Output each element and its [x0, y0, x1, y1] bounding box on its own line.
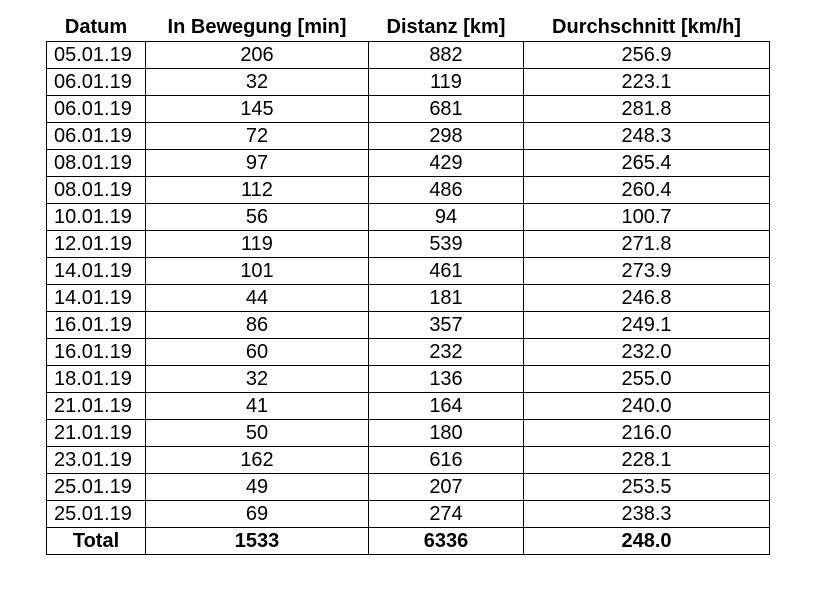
- cell-durchschnitt: 216.0: [524, 420, 770, 447]
- cell-distanz: 429: [369, 150, 524, 177]
- header-datum: Datum: [64, 16, 128, 38]
- table-row: [47, 420, 770, 447]
- cell-durchschnitt: 256.9: [524, 42, 770, 69]
- total-durchschnitt: 248.0: [524, 528, 770, 555]
- header-durchschnitt: Durchschnitt [km/h]: [552, 16, 741, 38]
- cell-durchschnitt: 232.0: [524, 339, 770, 366]
- cell-distanz: 539: [369, 231, 524, 258]
- cell-distanz: 164: [369, 393, 524, 420]
- cell-bewegung: 145: [146, 96, 369, 123]
- cell-bewegung: 101: [146, 258, 369, 285]
- cell-distanz: 180: [369, 420, 524, 447]
- table-row: [47, 42, 770, 69]
- cell-datum: 23.01.19: [47, 447, 146, 474]
- table-row: [47, 501, 770, 528]
- cell-durchschnitt: 223.1: [524, 69, 770, 96]
- cell-datum: 14.01.19: [47, 258, 146, 285]
- cell-bewegung: 206: [146, 42, 369, 69]
- table-row: [47, 96, 770, 123]
- header-distanz: Distanz [km]: [386, 16, 506, 38]
- cell-datum: 21.01.19: [47, 393, 146, 420]
- cell-datum: 06.01.19: [47, 123, 146, 150]
- cell-durchschnitt: 249.1: [524, 312, 770, 339]
- cell-bewegung: 44: [146, 285, 369, 312]
- cell-datum: 05.01.19: [47, 42, 146, 69]
- table-row: [47, 150, 770, 177]
- cell-datum: 08.01.19: [47, 150, 146, 177]
- table-row: [47, 123, 770, 150]
- cell-distanz: 461: [369, 258, 524, 285]
- table-row: [47, 312, 770, 339]
- total-bewegung: 1533: [146, 528, 369, 555]
- cell-bewegung: 32: [146, 366, 369, 393]
- cell-durchschnitt: 271.8: [524, 231, 770, 258]
- table-row: [47, 285, 770, 312]
- table-row: [47, 69, 770, 96]
- cell-bewegung: 72: [146, 123, 369, 150]
- cell-durchschnitt: 260.4: [524, 177, 770, 204]
- cell-datum: 16.01.19: [47, 312, 146, 339]
- cell-durchschnitt: 265.4: [524, 150, 770, 177]
- table-row: [47, 258, 770, 285]
- total-label: Total: [47, 528, 146, 555]
- cell-distanz: 94: [369, 204, 524, 231]
- table-row: [47, 447, 770, 474]
- header-row: [47, 14, 770, 42]
- table-row: [47, 204, 770, 231]
- cell-distanz: 357: [369, 312, 524, 339]
- cell-durchschnitt: 240.0: [524, 393, 770, 420]
- cell-datum: 08.01.19: [47, 177, 146, 204]
- cell-datum: 10.01.19: [47, 204, 146, 231]
- cell-bewegung: 60: [146, 339, 369, 366]
- cell-bewegung: 69: [146, 501, 369, 528]
- total-row: [47, 528, 770, 555]
- table-body: [47, 42, 770, 528]
- cell-bewegung: 56: [146, 204, 369, 231]
- cell-bewegung: 97: [146, 150, 369, 177]
- table-row: [47, 474, 770, 501]
- cell-datum: 21.01.19: [47, 420, 146, 447]
- cell-bewegung: 162: [146, 447, 369, 474]
- table-row: [47, 339, 770, 366]
- cell-durchschnitt: 228.1: [524, 447, 770, 474]
- cell-bewegung: 112: [146, 177, 369, 204]
- cell-bewegung: 41: [146, 393, 369, 420]
- total-distanz: 6336: [369, 528, 524, 555]
- cell-bewegung: 49: [146, 474, 369, 501]
- cell-distanz: 882: [369, 42, 524, 69]
- cell-datum: 25.01.19: [47, 501, 146, 528]
- cell-distanz: 136: [369, 366, 524, 393]
- cell-durchschnitt: 246.8: [524, 285, 770, 312]
- cell-distanz: 298: [369, 123, 524, 150]
- cell-durchschnitt: 255.0: [524, 366, 770, 393]
- cell-distanz: 181: [369, 285, 524, 312]
- cell-datum: 06.01.19: [47, 69, 146, 96]
- table-row: [47, 366, 770, 393]
- cell-durchschnitt: 273.9: [524, 258, 770, 285]
- cell-distanz: 232: [369, 339, 524, 366]
- cell-bewegung: 50: [146, 420, 369, 447]
- cell-distanz: 207: [369, 474, 524, 501]
- header-bewegung: In Bewegung [min]: [167, 16, 347, 38]
- cell-distanz: 486: [369, 177, 524, 204]
- cell-datum: 06.01.19: [47, 96, 146, 123]
- cell-durchschnitt: 100.7: [524, 204, 770, 231]
- table-row: [47, 231, 770, 258]
- cell-distanz: 681: [369, 96, 524, 123]
- cell-distanz: 274: [369, 501, 524, 528]
- cell-bewegung: 86: [146, 312, 369, 339]
- table-row: [47, 177, 770, 204]
- cell-bewegung: 32: [146, 69, 369, 96]
- cell-distanz: 616: [369, 447, 524, 474]
- cell-durchschnitt: 248.3: [524, 123, 770, 150]
- cell-datum: 14.01.19: [47, 285, 146, 312]
- cell-durchschnitt: 281.8: [524, 96, 770, 123]
- table-row: [47, 393, 770, 420]
- trip-table: [46, 14, 770, 555]
- cell-datum: 16.01.19: [47, 339, 146, 366]
- cell-durchschnitt: 253.5: [524, 474, 770, 501]
- cell-durchschnitt: 238.3: [524, 501, 770, 528]
- cell-datum: 18.01.19: [47, 366, 146, 393]
- cell-distanz: 119: [369, 69, 524, 96]
- cell-datum: 12.01.19: [47, 231, 146, 258]
- cell-datum: 25.01.19: [47, 474, 146, 501]
- cell-bewegung: 119: [146, 231, 369, 258]
